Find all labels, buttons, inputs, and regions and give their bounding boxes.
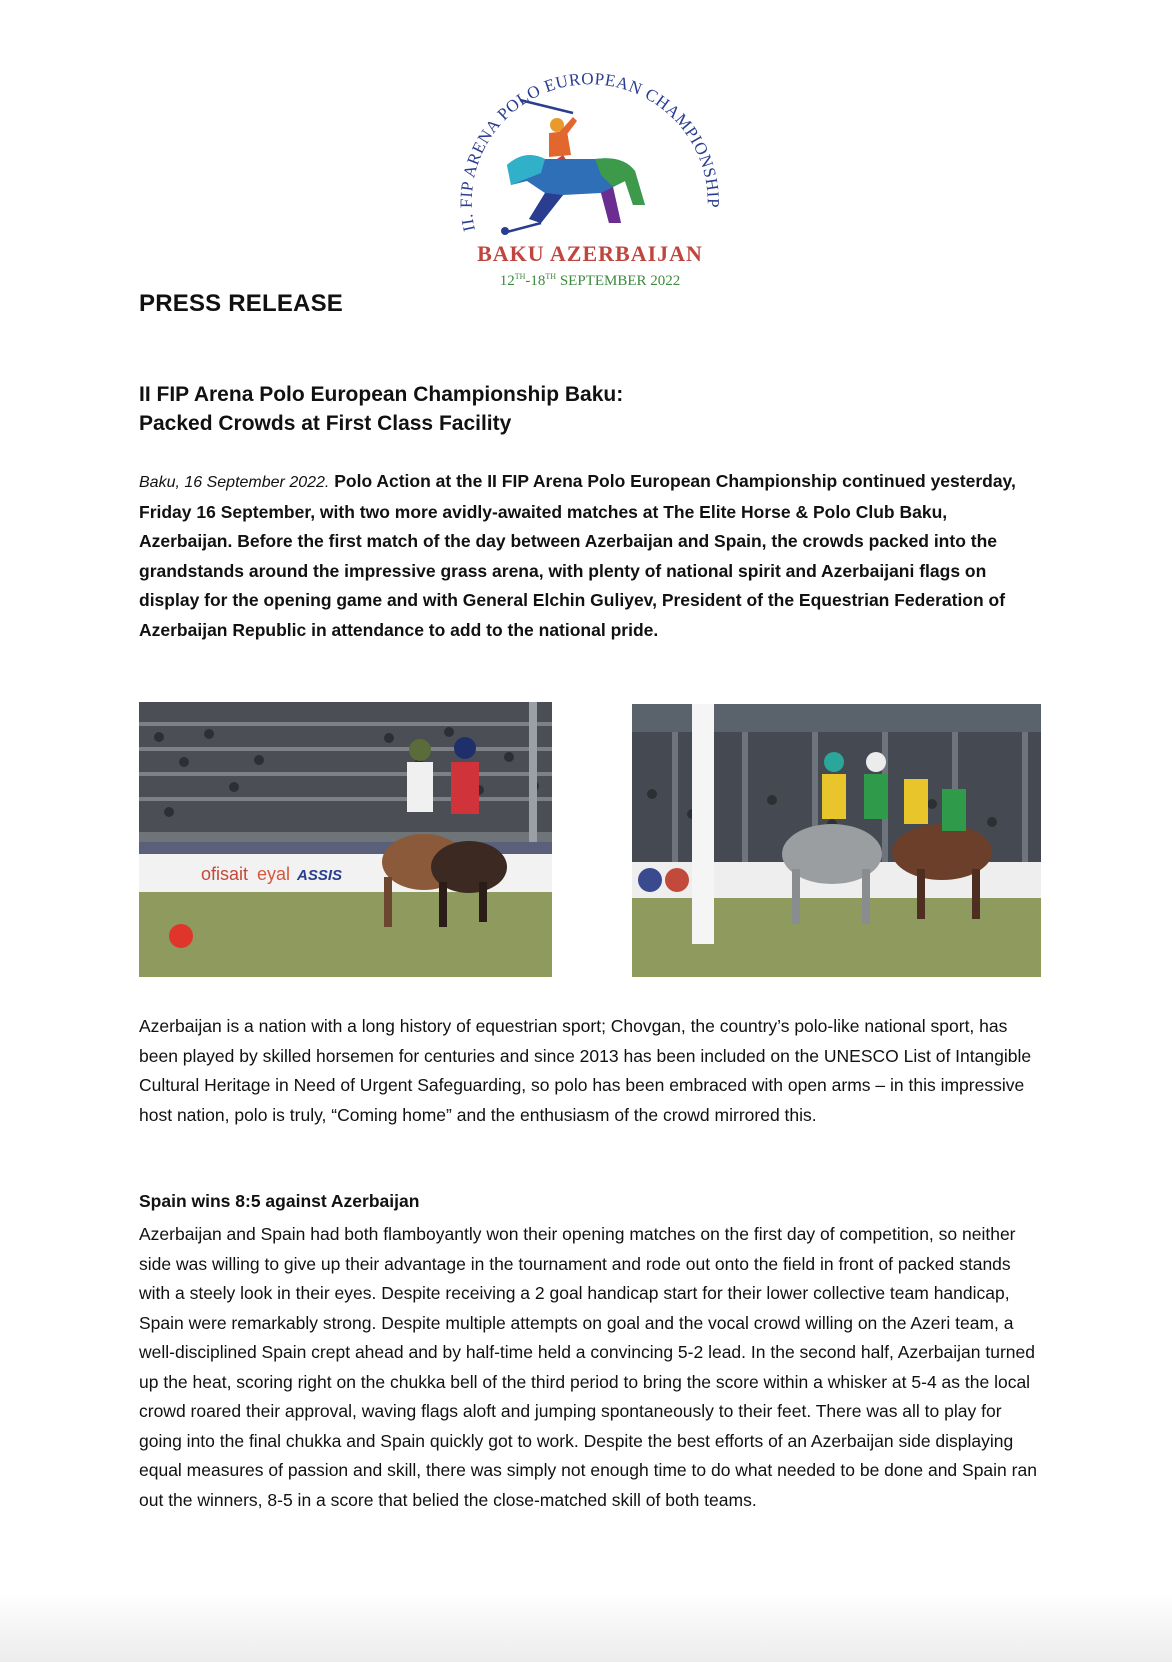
championship-logo <box>445 55 735 295</box>
logo-arc-text: II. FIP ARENA POLO EUROPEAN CHAMPIONSHIP <box>456 69 723 234</box>
headline-line-2: Packed Crowds at First Class Facility <box>139 412 512 435</box>
paragraph-match-report: Azerbaijan and Spain had both flamboyantly won their opening matches on the first day of competition, so neither side was willing to give up their advantage in the tournament and rode out onto the field in front of packed stands with a steely look in their eyes. Despite receiving a 2 goal handicap start for their lower collective team handicap, Spain were remarkably strong. Despite multiple attempts on goal and the vocal crowd willing on the Azeri team, a well-disciplined Spain crept ahead and by half-time held a convincing 5-2 lead. In the second half, Azerbaijan turned up the heat, scoring right on the chukka bell of the third period to bring the score within a whisker at 5-4 as the local crowd roared their approval, waving flags aloft and jumping spontaneously to their feet. There was all to play for going into the final chukka and Spain quickly got to work. Despite the best efforts of an Azerbaijan side displaying equal measures of passion and skill, there was simply not enough time to do what needed to be done and Spain ran out the winners, 8-5 in a score that belied the close-matched skill of both teams. <box>139 1224 1037 1510</box>
logo-dates: 12TH-18TH SEPTEMBER 2022 <box>499 272 681 289</box>
headline-line-1: II FIP Arena Polo European Championship Baku: <box>139 383 624 406</box>
headline <box>139 380 1039 438</box>
photo-right <box>632 704 1041 977</box>
polo-match-photo-2 <box>632 704 1041 977</box>
place-date: Baku, 16 September 2022. <box>139 474 330 491</box>
page-bottom-edge <box>0 1592 1172 1662</box>
polo-horse-icon <box>501 100 645 235</box>
paragraph-chovgan: Azerbaijan is a nation with a long history of equestrian sport; Chovgan, the country’s polo-like national sport, has been played by skilled horsemen for centuries and since 2013 has been included on the UNESCO List of Intangible Cultural Heritage in Need of Urgent Safeguarding, so polo has been embraced with open arms – in this impressive host nation, polo is truly, “Coming home” and the enthusiasm of the crowd mirrored this. <box>139 1016 1032 1125</box>
logo-city: BAKU AZERBAIJAN <box>477 241 703 266</box>
svg-text:II. FIP ARENA POLO EUROPEAN CH <box>457 69 723 233</box>
banner-brand-2: eyal <box>257 864 291 884</box>
lead-paragraph <box>139 467 1044 645</box>
banner-brand-3: ASSIS <box>297 867 343 884</box>
banner-brand-1: ofisait <box>201 864 249 884</box>
press-release-label: PRESS RELEASE <box>139 290 343 317</box>
photo-left <box>139 702 552 977</box>
subheading-match-result: Spain wins 8:5 against Azerbaijan <box>139 1191 420 1211</box>
lead-text: Polo Action at the II FIP Arena Polo European Championship continued yesterday, Friday 16 September, with two more avidly-awaited matches at The Elite Horse & Polo Club Baku, Azerbaijan. Before the first match of the day between Azerbaijan and Spain, the crowds packed into the grandstands around the impressive grass arena, with plenty of national spirit and Azerbaijani flags on display for the opening game and with General Elchin Guliyev, President of the Equestrian Federation of Azerbaijan Republic in attendance to add to the national pride. <box>139 471 1016 640</box>
polo-match-photo-1 <box>139 702 552 977</box>
